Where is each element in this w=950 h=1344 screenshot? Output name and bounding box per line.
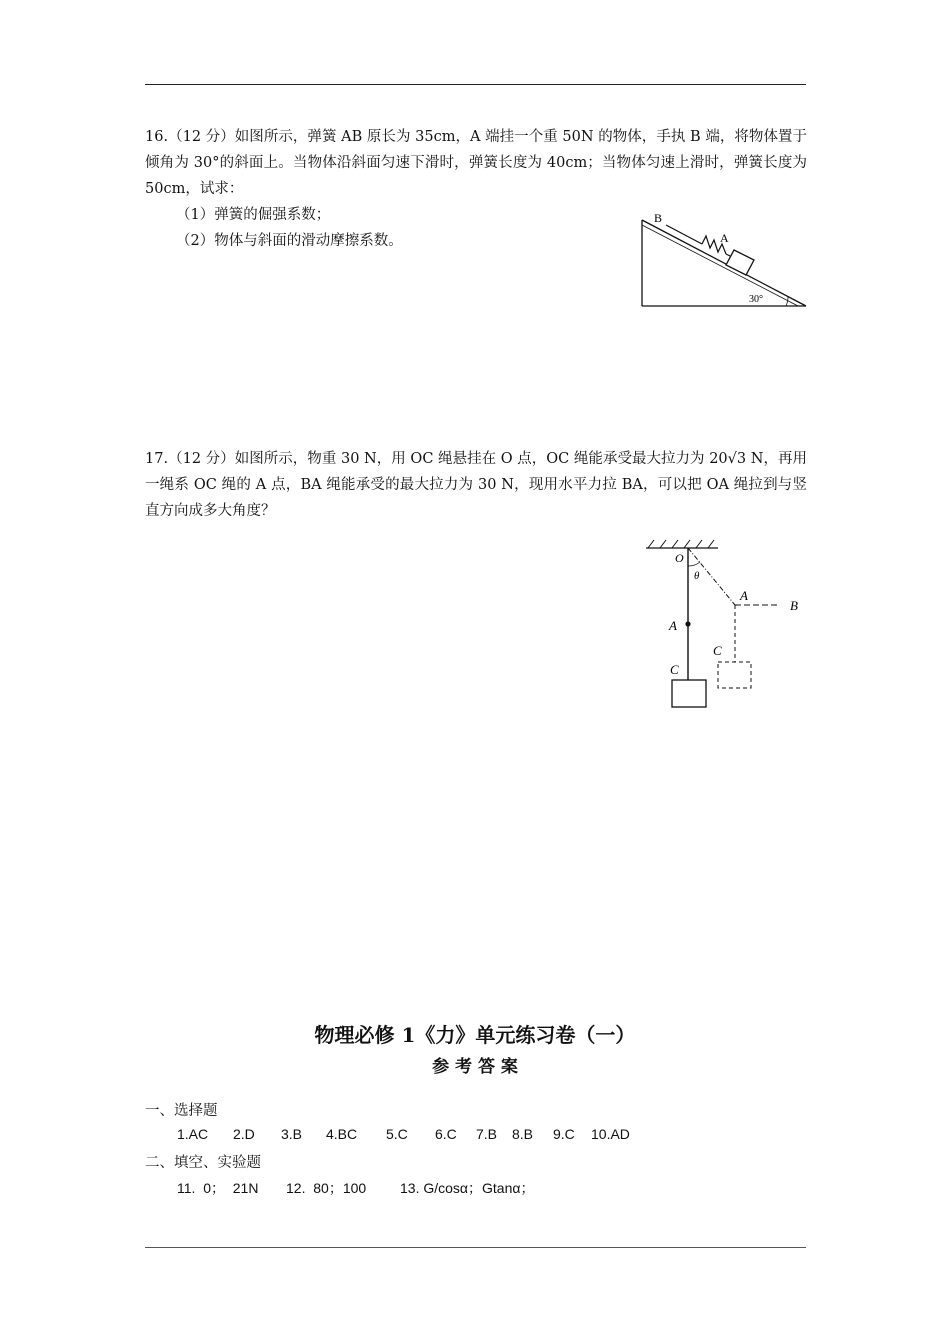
block-a xyxy=(726,250,754,275)
weight-c xyxy=(672,680,706,707)
choice-answer: 8.B xyxy=(512,1126,534,1142)
label-a-displaced: A xyxy=(740,588,748,603)
choice-answer: 7.B xyxy=(476,1126,498,1142)
answer-key-title: 物理必修 1《力》单元练习卷（一） xyxy=(314,1023,636,1047)
label-a: A xyxy=(669,618,677,633)
theta-arc xyxy=(688,562,700,566)
ceiling-hatching xyxy=(648,540,714,548)
label-theta: θ xyxy=(694,570,700,582)
choice-answer: 2.D xyxy=(233,1126,255,1142)
label-c-displaced: C xyxy=(713,643,722,658)
spring-rod xyxy=(666,225,702,244)
point-a-dot xyxy=(685,621,690,626)
suspended-weight-figure xyxy=(640,538,810,713)
incline-spring-figure xyxy=(636,208,812,312)
question-16-text: 16.（12 分）如图所示，弹簧 AB 原长为 35cm，A 端挂一个重 50N 的物体，手执 B 端，将物体置于倾角为 30°的斜面上。当物体沿斜面匀速下滑时，弹簧长度为 40cm；当物体匀速上滑时，弹簧长度为 50cm，试求： xyxy=(145,129,807,197)
fill-answer: 13. G/cosα；Gtanα； xyxy=(400,1180,535,1196)
choice-answer: 4.BC xyxy=(326,1126,358,1142)
choice-answer: 9.C xyxy=(553,1126,575,1142)
angle-arc xyxy=(786,296,788,306)
label-b: B xyxy=(790,598,798,613)
choice-answer: 3.B xyxy=(281,1126,303,1142)
answer-key-subtitle: 参 考 答 案 xyxy=(432,1057,518,1077)
label-o: O xyxy=(675,551,684,565)
choice-answer: 6.C xyxy=(435,1126,457,1142)
footer-rule xyxy=(145,1247,806,1248)
fill-answer: 11. 0； 21N xyxy=(177,1180,259,1196)
section-fill-heading: 二、填空、实验题 xyxy=(145,1155,261,1171)
fill-answer: 12. 80；100 xyxy=(286,1180,367,1196)
question-16-part-2: （2）物体与斜面的滑动摩擦系数。 xyxy=(176,233,403,249)
label-b: B xyxy=(654,211,663,225)
question-16-part-1: （1）弹簧的倔强系数； xyxy=(176,207,331,223)
label-c: C xyxy=(670,662,679,677)
header-rule xyxy=(145,84,806,85)
weight-c-displaced xyxy=(718,662,751,688)
choice-answer: 5.C xyxy=(386,1126,408,1142)
angle-label: 30° xyxy=(749,294,763,305)
question-17-text: 17.（12 分）如图所示，物重 30 N，用 OC 绳悬挂在 O 点，OC 绳能承受最大拉力为 20√3 N，再用一绳系 OC 绳的 A 点，BA 绳能承受的最大拉力为 30 N，现用水平力拉 BA，可以把 OA 绳拉到与竖直方向成多大角度？ xyxy=(145,451,807,519)
label-a: A xyxy=(720,231,729,245)
choice-answer: 1.AC xyxy=(177,1126,209,1142)
section-choice-heading: 一、选择题 xyxy=(145,1103,218,1119)
choice-answer: 10.AD xyxy=(591,1126,630,1142)
